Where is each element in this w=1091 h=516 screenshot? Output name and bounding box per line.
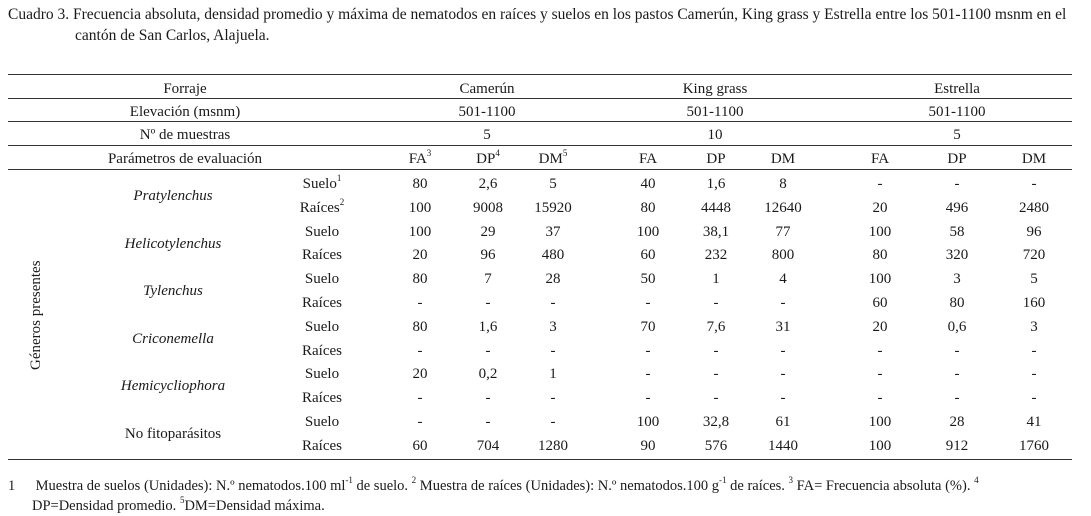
row-type-sup: 1	[336, 173, 342, 183]
table-cell: 8	[779, 176, 787, 192]
table-cell: 77	[775, 223, 791, 240]
table-cell: 1	[549, 366, 557, 383]
table-cell: -	[954, 342, 960, 359]
row-type	[305, 365, 339, 383]
footnote-text: DP=Densidad promedio.	[32, 498, 180, 514]
table-cell: -	[417, 295, 423, 311]
table-cell: -	[1031, 176, 1037, 192]
param-label: DP	[947, 151, 967, 167]
table-cell: 2480	[1019, 199, 1049, 216]
table-cell: 20	[412, 247, 428, 264]
table-cell: 58	[949, 223, 965, 240]
table-cell: 704	[476, 437, 500, 454]
table-cell: 80	[640, 199, 656, 216]
footnote-sup: 4	[974, 475, 979, 486]
genus-name: No fitoparásitos	[124, 425, 222, 442]
table-cell: 29	[480, 223, 496, 240]
table-cell: 1440	[768, 437, 798, 454]
table-cell: 7,6	[706, 318, 726, 335]
table-cell: 96	[1026, 223, 1042, 240]
table-cell: -	[877, 176, 883, 192]
genus-name: Helicotylenchus	[124, 235, 222, 252]
table-cell: 80	[949, 295, 965, 311]
table-cell: 1280	[538, 437, 568, 454]
table-cell: 496	[945, 199, 969, 216]
top-rule	[8, 74, 1072, 75]
table-cell: 0,2	[478, 366, 498, 383]
param-label: FA	[870, 151, 890, 167]
genus-name: Pratylenchus	[133, 187, 213, 204]
table-cell: -	[1031, 390, 1037, 407]
table-cell: 320	[945, 247, 969, 264]
genus-name: Hemicycliophora	[120, 378, 226, 395]
table-cell: -	[877, 342, 883, 359]
table-cell: 38,1	[702, 223, 730, 240]
row-type-label: Raíces	[302, 437, 342, 454]
table-cell: 100	[408, 199, 432, 216]
table-cell: 1	[712, 271, 720, 288]
elevacion-label: Elevación (msnm)	[129, 104, 241, 120]
footnote-text: FA= Frecuencia absoluta (%).	[793, 478, 975, 494]
row-type	[305, 413, 339, 431]
table-cell: 28	[949, 414, 965, 430]
table-cell: -	[780, 295, 786, 311]
table-cell: 160	[1022, 295, 1046, 311]
table-cell: 3	[549, 318, 557, 335]
footnote-sup: 2	[411, 475, 417, 486]
table-cell: 720	[1022, 247, 1046, 264]
row-type-sup: 2	[339, 196, 345, 207]
group-elevation: 501-1100	[458, 104, 516, 120]
genus-name: Tylenchus	[143, 283, 203, 300]
table-cell: 61	[775, 414, 791, 430]
group-samples: 5	[483, 127, 491, 143]
table-cell: 37	[545, 223, 561, 240]
param-header	[871, 150, 889, 168]
row-rule-3	[8, 145, 1072, 146]
footnote-sup: -1	[719, 475, 727, 486]
table-cell: 4448	[701, 199, 731, 216]
table-cell: 20	[872, 199, 888, 216]
table-cell: -	[645, 295, 651, 311]
table-caption	[8, 4, 1066, 46]
table-cell: -	[645, 342, 651, 359]
table-cell: 2,6	[478, 176, 498, 192]
footnote-text: de raíces.	[726, 478, 789, 494]
table-cell: 0,6	[947, 318, 967, 335]
table-cell: 100	[868, 414, 892, 430]
group-elevation: 501-1100	[928, 104, 986, 120]
group-samples: 10	[707, 127, 723, 143]
table-cell: 28	[545, 271, 561, 288]
table-cell: 9008	[473, 199, 503, 216]
table-cell: 60	[412, 437, 428, 454]
table-cell: -	[417, 390, 423, 407]
table-cell: -	[713, 390, 719, 407]
table-cell: -	[713, 366, 719, 383]
table-cell: 100	[636, 223, 660, 240]
footnote-text: Muestra de raíces (Unidades): N.º nematodos.100 g	[416, 478, 720, 494]
table-cell: -	[954, 176, 960, 192]
table-cell: -	[713, 342, 719, 359]
table-cell: 50	[640, 271, 656, 288]
table-cell: 100	[636, 414, 660, 430]
table-cell: -	[877, 390, 883, 407]
table-cell: -	[485, 342, 491, 359]
table-cell: 60	[640, 247, 656, 264]
table-cell: 100	[868, 223, 892, 240]
footnote-sup: 5	[179, 495, 185, 506]
row-type	[305, 223, 339, 241]
group-name: Estrella	[934, 81, 980, 97]
param-label: FA	[638, 151, 658, 167]
param-header	[947, 150, 966, 168]
row-type-label: Raíces	[302, 342, 342, 359]
table-cell: 480	[541, 247, 565, 264]
table-cell: 80	[412, 318, 428, 335]
table-cell: 4	[779, 271, 787, 288]
param-label: DP	[476, 151, 496, 167]
row-type	[302, 437, 342, 455]
param-sup: 5	[562, 148, 568, 158]
param-header	[771, 150, 795, 168]
table-cell: 576	[704, 437, 728, 454]
table-cell: 20	[412, 366, 428, 383]
table-cell: 800	[771, 247, 795, 264]
param-header	[706, 150, 725, 168]
param-header	[409, 150, 432, 168]
param-label: DM	[538, 151, 563, 167]
table-cell: 20	[872, 318, 888, 335]
row-type-label: Suelo	[304, 318, 340, 335]
table-cell: 3	[953, 271, 961, 288]
table-cell: 1,6	[706, 176, 726, 192]
table-cell: -	[954, 390, 960, 407]
table-cell: 5	[549, 176, 557, 192]
row-type-label: Suelo	[304, 271, 340, 288]
footnote-text: DM=Densidad máxima.	[184, 498, 325, 514]
table-cell: 41	[1026, 414, 1042, 430]
table-cell: 5	[1030, 271, 1038, 288]
param-header	[539, 150, 568, 168]
table-cell: -	[645, 390, 651, 407]
table-cell: -	[485, 295, 491, 311]
table-cell: -	[550, 295, 556, 311]
param-header	[1022, 150, 1046, 168]
footnote-text: de suelo.	[352, 478, 412, 494]
table-cell: -	[1031, 342, 1037, 359]
table-cell: -	[954, 366, 960, 383]
param-header	[476, 150, 500, 168]
table-cell: -	[417, 414, 423, 430]
caption-line-2: cantón de San Carlos, Alajuela.	[75, 27, 270, 44]
footnote-sup: 3	[788, 475, 794, 486]
param-label: DM	[1021, 151, 1047, 167]
row-type	[302, 389, 342, 407]
table-cell: 7	[484, 271, 492, 288]
table-cell: -	[417, 342, 423, 359]
row-type-label: Raíces	[302, 295, 342, 311]
row-type-label: Suelo	[304, 366, 340, 383]
table-cell: -	[713, 295, 719, 311]
table-cell: -	[645, 366, 651, 383]
table-cell: 70	[640, 318, 656, 335]
table-cell: 100	[408, 223, 432, 240]
param-sup: 4	[495, 148, 500, 158]
forraje-label: Forraje	[163, 81, 207, 97]
table-cell: -	[485, 414, 491, 430]
table-cell: 31	[775, 318, 791, 335]
table-cell: 912	[945, 437, 969, 454]
row-type	[299, 196, 345, 217]
table-cell: 100	[868, 271, 892, 288]
table-cell: 12640	[764, 199, 802, 216]
row-type-label: Suelo	[304, 414, 340, 430]
table-cell: 100	[868, 437, 892, 454]
bottom-rule	[8, 459, 1072, 460]
table-cell: -	[550, 414, 556, 430]
table-cell: 60	[872, 295, 888, 311]
footnote-line-2	[8, 496, 979, 516]
row-type	[302, 342, 342, 360]
genus-name: Criconemella	[132, 330, 214, 347]
table-cell: -	[780, 366, 786, 383]
footnote-marker: 1	[8, 478, 16, 494]
table-cell: -	[550, 342, 556, 359]
parametros-label: Parámetros de evaluación	[107, 151, 263, 167]
table-cell: -	[1031, 366, 1037, 383]
param-label: FA	[408, 151, 427, 167]
table-cell: 80	[412, 176, 428, 192]
table-cell: 32,8	[702, 414, 730, 430]
row-type	[305, 270, 339, 288]
table-cell: 40	[640, 176, 656, 192]
row-type	[305, 318, 339, 336]
row-type	[302, 246, 342, 264]
row-type	[302, 294, 342, 312]
param-header	[639, 150, 657, 168]
group-samples: 5	[953, 127, 961, 143]
footnote	[8, 476, 979, 516]
row-rule-2	[8, 121, 1072, 122]
table-cell: -	[877, 366, 883, 383]
group-name: King grass	[682, 81, 748, 97]
row-type-label: Suelo	[302, 176, 337, 192]
footnote-line-1	[8, 476, 979, 496]
table-cell: -	[780, 390, 786, 407]
table-cell: 90	[640, 437, 656, 454]
param-sup: 3	[426, 148, 432, 158]
table-cell: 1760	[1019, 437, 1049, 454]
header-bottom-rule	[8, 169, 1072, 170]
footnote-text: Muestra de suelos (Unidades): N.º nematodos.100 ml	[35, 478, 346, 494]
table-cell: 96	[480, 247, 496, 264]
row-type	[303, 175, 342, 193]
row-type-label: Raíces	[302, 390, 342, 407]
table-cell: -	[780, 342, 786, 359]
row-type-label: Raíces	[299, 199, 340, 216]
caption-line-1: Cuadro 3. Frecuencia absoluta, densidad promedio y máxima de nematodos en raíces y suelos en los pastos Camerún, King grass y Estrella entre los 501-1100 msnm en el	[8, 6, 1067, 23]
table-cell: 3	[1030, 318, 1038, 335]
table-cell: -	[485, 390, 491, 407]
row-type-label: Suelo	[304, 223, 340, 240]
table-cell: 15920	[534, 199, 572, 216]
table-cell: 80	[412, 271, 428, 288]
row-type-label: Raíces	[302, 247, 342, 264]
table-cell: 80	[872, 247, 888, 264]
group-name: Camerún	[459, 81, 515, 97]
row-rule-1	[8, 98, 1072, 99]
side-label: Géneros presentes	[28, 260, 44, 370]
param-label: DP	[706, 151, 726, 167]
group-elevation: 501-1100	[686, 104, 744, 120]
muestras-label: Nº de muestras	[139, 127, 231, 143]
table-cell: -	[550, 390, 556, 407]
table-cell: 232	[704, 247, 728, 264]
table-cell: 1,6	[478, 318, 498, 335]
footnote-sup: -1	[345, 475, 353, 486]
param-label: DM	[770, 151, 796, 167]
